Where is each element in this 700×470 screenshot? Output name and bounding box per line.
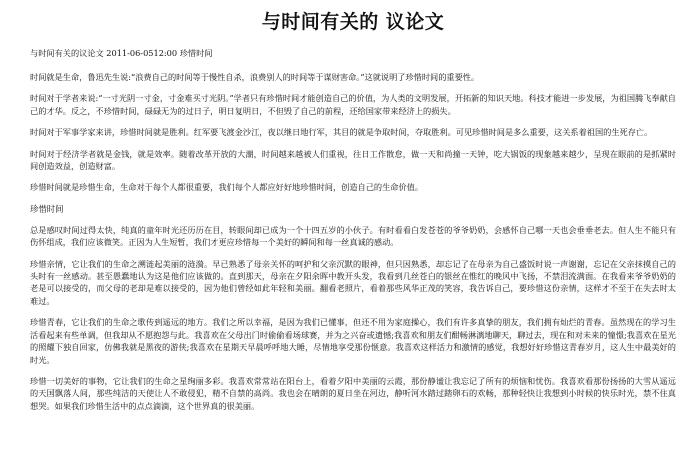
- paragraph-5: 珍惜时间就是珍惜生命，生命对于每个人都很重要，我们每个人都应好好地珍惜时间，创造自己的生命价值。: [30, 182, 424, 193]
- paragraph-7: 珍惜亲情，它让我们的生命之溯涟起美丽的涟漪。早已熟悉了母亲关怀的呵护和父亲沉默的眼神，但只因熟悉，却忘记了在母亲为自己盛饭时说一声谢谢，忘记在父亲抹摸自己的头时有一丝感动。甚至愚蠢地认为这是他们应该做的。直到那天，母亲在夕阳余晖中教开头发，我看到几丝苍白的银丝在惟红的晚风中飞扬，不禁泪流满面。在我看来爷爷奶奶的老是可以接受的，而父母的老却是难以接受的，因为他们曾经如此年轻和美丽。翻看老照片，看着那些风华正茂的笑容，我告诉自己，要珍惜这份亲情，这样才不至于在失去时太难过。: [30, 258, 676, 306]
- paragraph-4: 时间对于经济学者就是金钱，就是效率。随着改革开放的大潮，时间越来越被人们重视，往日工作散怠，做一天和尚撞一天钟，吃大锅饭的现象越来越少，呈现在眼前的是抓紧时间创造效益，创造财富。: [30, 148, 676, 172]
- paragraph-1: 时间就是生命，鲁迅先生说:“浪费自己的时间等于慢性自杀，浪费别人的时间等于谋财害命。”这就说明了珍惜时间的重要性。: [30, 72, 480, 82]
- paragraph-8: 珍惜青春，它让我们的生命之歌传到遥远的地方。我们之所以幸福，是因为我们已懂事，但还不用为家庭操心，我们有许多真挚的朋友，我们拥有灿烂的青春。虽然现在的学习生活看起来有些单调，但我却从不愿抱怨与此。我喜欢在父母出门时偷偷看场球赛，并为之兴奋或遗憾;我喜欢和朋友们酣畅淋漓地聊天，聊过去，现在和对未来的憧憬;我喜欢在星光的照耀下独自回家，仿佛我就是黑夜的游侠;我喜欢在星期天早晨呼呼地大睡，尽情地享受那份惬意。我喜欢这样活力和激情的感觉，我想好好珍惜这青春岁月，这人生中最美好的时光。: [30, 317, 676, 365]
- document-meta: 与时间有关的议论文 2011-06-0512:00 珍惜时间: [30, 48, 213, 58]
- section-heading: 珍惜时间: [30, 203, 64, 214]
- paragraph-2: 时间对于学者来说:“一寸光阴一寸金，寸金难买寸光阴。”学者只有珍惜时间才能创造自己的价值，为人类的文明发展，开拓新的知识天地。科技才能进一步发展，为祖国腾飞奉献自己的才华。反之，不珍惜时间，碌碌无为的过日子，明日复明日，不但毁了自己的前程，还给国家带来经济上的损失。: [30, 93, 676, 116]
- paragraph-6: 总是感叹时间过得太快，纯真的童年时光还历历在目，转眼间却已成为一个十四五岁的小伙子。有时看看白发苍苍的爷爷奶奶，会感怀自己哪一天也会垂垂老去。但人生不能只有伤怀组成，我们应该微笑。正因为人生短暂，我们才更应珍惜每一个美好的瞬间和每一丝真诚的感动。: [30, 224, 676, 248]
- paragraph-9: 珍惜一切美好的事物，它让我们的生命之星绚丽多彩。我喜欢常常站在阳台上，看着夕阳中美丽的云霞，那份静谧让我忘记了所有的烦恼和忧伤。我喜欢看那份扬扬的大雪从遥远的天国飘落人间，那些纯洁的天使让人不敢侵犯，精不自禁的高尚。我也会在晴朗的夏日坐在河边，静听河水踏过踏卵石的欢畅，那种轻快让我想到小时候的快乐时光，禁不住真想哭。如果我们珍惜生活中的点点滴滴，这个世界真的很美丽。: [30, 375, 676, 411]
- paragraph-3: 时间对于军事学家来讲，珍惜时间就是胜利。红军要飞渡金沙江，夜以继日地行军，其目的就是争取时间，夺取胜利。可见珍惜时间是多么重要，这关系着祖国的生死存亡。: [30, 127, 653, 138]
- document-title: 与时间有关的 议论文: [261, 11, 445, 33]
